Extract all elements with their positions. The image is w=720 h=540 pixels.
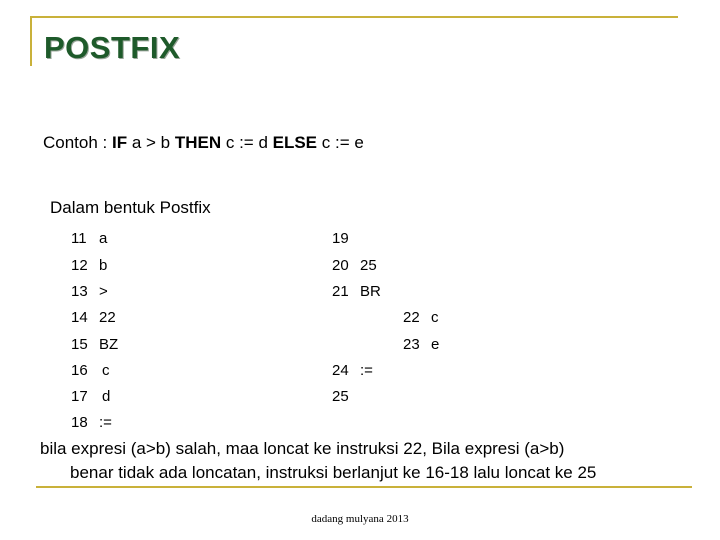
keyword-then: THEN [174,133,222,152]
instruction-value: := [99,414,112,431]
instruction-number: 16 [71,362,88,379]
keyword-if: IF [112,133,128,152]
bottom-divider-line [36,486,692,488]
instruction-number: 21 [332,283,349,300]
instruction-number: 13 [71,283,88,300]
postfix-subtitle: Dalam bentuk Postfix [50,198,211,217]
instruction-number: 20 [332,257,349,274]
instruction-value: BR [360,283,381,300]
list-item [71,230,107,247]
instruction-number: 11 [71,230,87,247]
list-item [71,336,118,353]
list-item [71,362,110,379]
list-item [71,257,107,274]
instruction-number: 22 [403,309,420,326]
list-item [403,309,439,326]
instruction-number: 14 [71,309,88,326]
instruction-number: 19 [332,230,349,247]
instruction-value: 22 [99,309,116,326]
explanation-line-2: benar tidak ada loncatan, instruksi berlanjut ke 16-18 lalu loncat ke 25 [70,463,597,482]
instruction-value: > [99,283,108,300]
list-item [71,414,112,431]
list-item [71,283,108,300]
instruction-value: 25 [360,257,377,274]
instruction-value: a [99,230,108,247]
instruction-value: e [431,336,440,353]
keyword-else: ELSE [272,133,318,152]
slide-footer: dadang mulyana 2013 [311,513,409,525]
list-item [332,230,360,247]
list-item [332,283,381,300]
frame-left-line [30,16,32,66]
example-prefix: Contoh : [43,133,112,152]
list-item [403,336,439,353]
instruction-number: 12 [71,257,88,274]
slide-title: POSTFIX [44,30,181,65]
example-else-statement: c := e [317,133,364,152]
instruction-number: 23 [403,336,420,353]
example-line [43,133,364,153]
instruction-number: 18 [71,414,88,431]
list-item [71,388,110,405]
list-item [332,388,360,405]
instruction-number: 17 [71,388,88,405]
instruction-number: 25 [332,388,349,405]
list-item [332,362,373,379]
explanation-line-1: bila expresi (a>b) salah, maa loncat ke instruksi 22, Bila expresi (a>b) [40,439,565,458]
frame-top-line [30,16,678,18]
example-condition: a > b [127,133,175,152]
example-then-statement: c := d [221,133,273,152]
explanation-text [40,437,690,485]
list-item [332,257,377,274]
instruction-value: b [99,257,108,274]
instruction-value: d [102,388,111,405]
instruction-value: BZ [99,336,119,353]
instruction-value: := [360,362,373,379]
list-item [71,309,116,326]
instruction-number: 15 [71,336,88,353]
instruction-value: c [102,362,110,379]
instruction-value: c [431,309,439,326]
instruction-number: 24 [332,362,349,379]
